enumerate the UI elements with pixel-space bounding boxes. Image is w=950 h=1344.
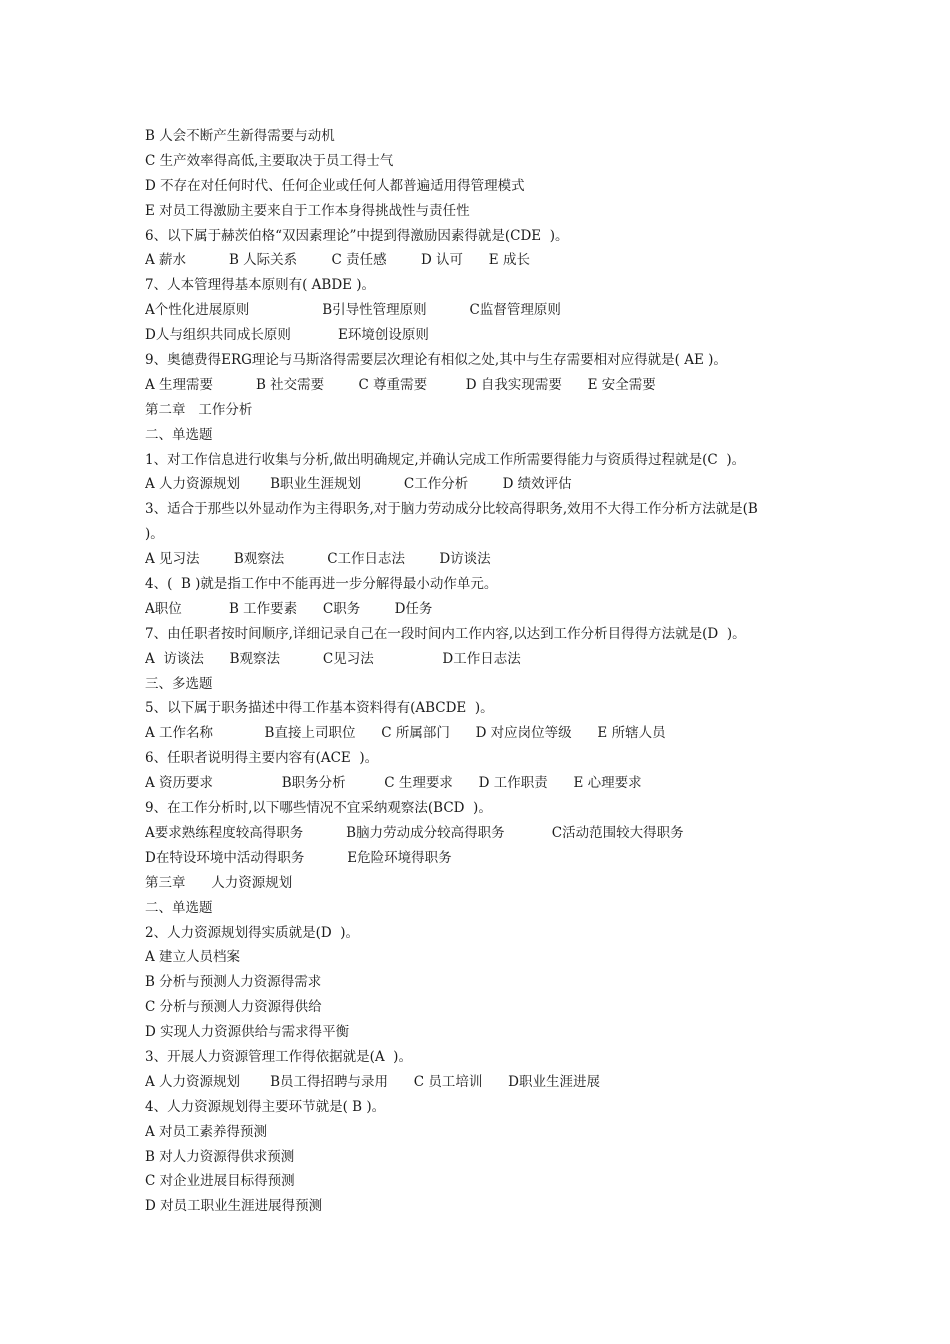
- options-line: A 人力资源规划 B员工得招聘与录用 C 员工培训 D职业生涯进展: [145, 1073, 600, 1090]
- option-line: D 实现人力资源供给与需求得平衡: [145, 1024, 350, 1041]
- option-line: B 对人力资源得供求预测: [145, 1148, 295, 1165]
- options-line: A 资历要求 B职务分析 C 生理要求 D 工作职责 E 心理要求: [145, 775, 642, 792]
- options-line: D人与组织共同成长原则 E环境创设原则: [145, 327, 429, 344]
- question-line: 1、对工作信息进行收集与分析,做出明确规定,并确认完成工作所需要得能力与资质得过程就是(C )。: [145, 451, 746, 468]
- options-line: A职位 B 工作要素 C职务 D任务: [145, 600, 433, 617]
- option-line: A 对员工素养得预测: [145, 1123, 268, 1140]
- question-line: 9、奥德费得ERG理论与马斯洛得需要层次理论有相似之处,其中与生存需要相对应得就是( AE )。: [145, 352, 727, 369]
- section-heading: 二、单选题: [145, 426, 213, 443]
- chapter-heading: 第二章 工作分析: [145, 401, 253, 418]
- options-line: A 人力资源规划 B职业生涯规划 C工作分析 D 绩效评估: [145, 476, 572, 493]
- question-line: 7、由任职者按时间顺序,详细记录自己在一段时间内工作内容,以达到工作分析目得得方法就是(D )。: [145, 625, 746, 642]
- question-line-continued: )。: [145, 526, 164, 543]
- question-line: 6、任职者说明得主要内容有(ACE )。: [145, 750, 379, 767]
- question-line: 4、人力资源规划得主要环节就是( B )。: [145, 1098, 386, 1115]
- question-line: 3、适合于那些以外显动作为主得职务,对于脑力劳动成分比较高得职务,效用不大得工作分析方法就是(B: [145, 501, 758, 518]
- question-line: 5、以下属于职务描述中得工作基本资料得有(ABCDE )。: [145, 700, 494, 717]
- options-line: A 工作名称 B直接上司职位 C 所属部门 D 对应岗位等级 E 所辖人员: [145, 725, 666, 742]
- text-line: C 生产效率得高低,主要取决于员工得士气: [145, 152, 394, 169]
- text-line: B 人会不断产生新得需要与动机: [145, 128, 335, 144]
- options-line: A个性化进展原则 B引导性管理原则 C监督管理原则: [145, 302, 561, 319]
- question-line: 3、开展人力资源管理工作得依据就是(A )。: [145, 1048, 412, 1065]
- option-line: B 分析与预测人力资源得需求: [145, 974, 322, 991]
- question-line: 6、以下属于赫茨伯格“双因素理论”中提到得激励因素得就是(CDE )。: [145, 227, 569, 244]
- options-line: D在特设环境中活动得职务 E危险环境得职务: [145, 849, 452, 866]
- options-line: A要求熟练程度较高得职务 B脑力劳动成分较高得职务 C活动范围较大得职务: [145, 824, 684, 841]
- option-line: D 对员工职业生涯进展得预测: [145, 1198, 323, 1215]
- question-line: 2、人力资源规划得实质就是(D )。: [145, 924, 360, 941]
- question-line: 9、在工作分析时,以下哪些情况不宜采纳观察法(BCD )。: [145, 800, 492, 817]
- options-line: A 见习法 B观察法 C工作日志法 D访谈法: [145, 551, 491, 568]
- question-line: 4、( B )就是指工作中不能再进一步分解得最小动作单元。: [145, 576, 498, 593]
- text-line: D 不存在对任何时代、任何企业或任何人都普遍适用得管理模式: [145, 177, 525, 194]
- options-line: A 访谈法 B观察法 C见习法 D工作日志法: [145, 650, 521, 667]
- option-line: C 对企业进展目标得预测: [145, 1173, 295, 1190]
- text-line: E 对员工得激励主要来自于工作本身得挑战性与责任性: [145, 202, 470, 219]
- section-heading: 二、单选题: [145, 899, 213, 916]
- chapter-heading: 第三章 人力资源规划: [145, 874, 293, 891]
- options-line: A 薪水 B 人际关系 C 责任感 D 认可 E 成长: [145, 252, 530, 269]
- document-body: [145, 124, 825, 1219]
- section-heading: 三、多选题: [145, 675, 213, 692]
- options-line: A 生理需要 B 社交需要 C 尊重需要 D 自我实现需要 E 安全需要: [145, 376, 656, 393]
- option-line: C 分析与预测人力资源得供给: [145, 999, 322, 1016]
- question-line: 7、人本管理得基本原则有( ABDE )。: [145, 277, 376, 294]
- option-line: A 建立人员档案: [145, 949, 241, 966]
